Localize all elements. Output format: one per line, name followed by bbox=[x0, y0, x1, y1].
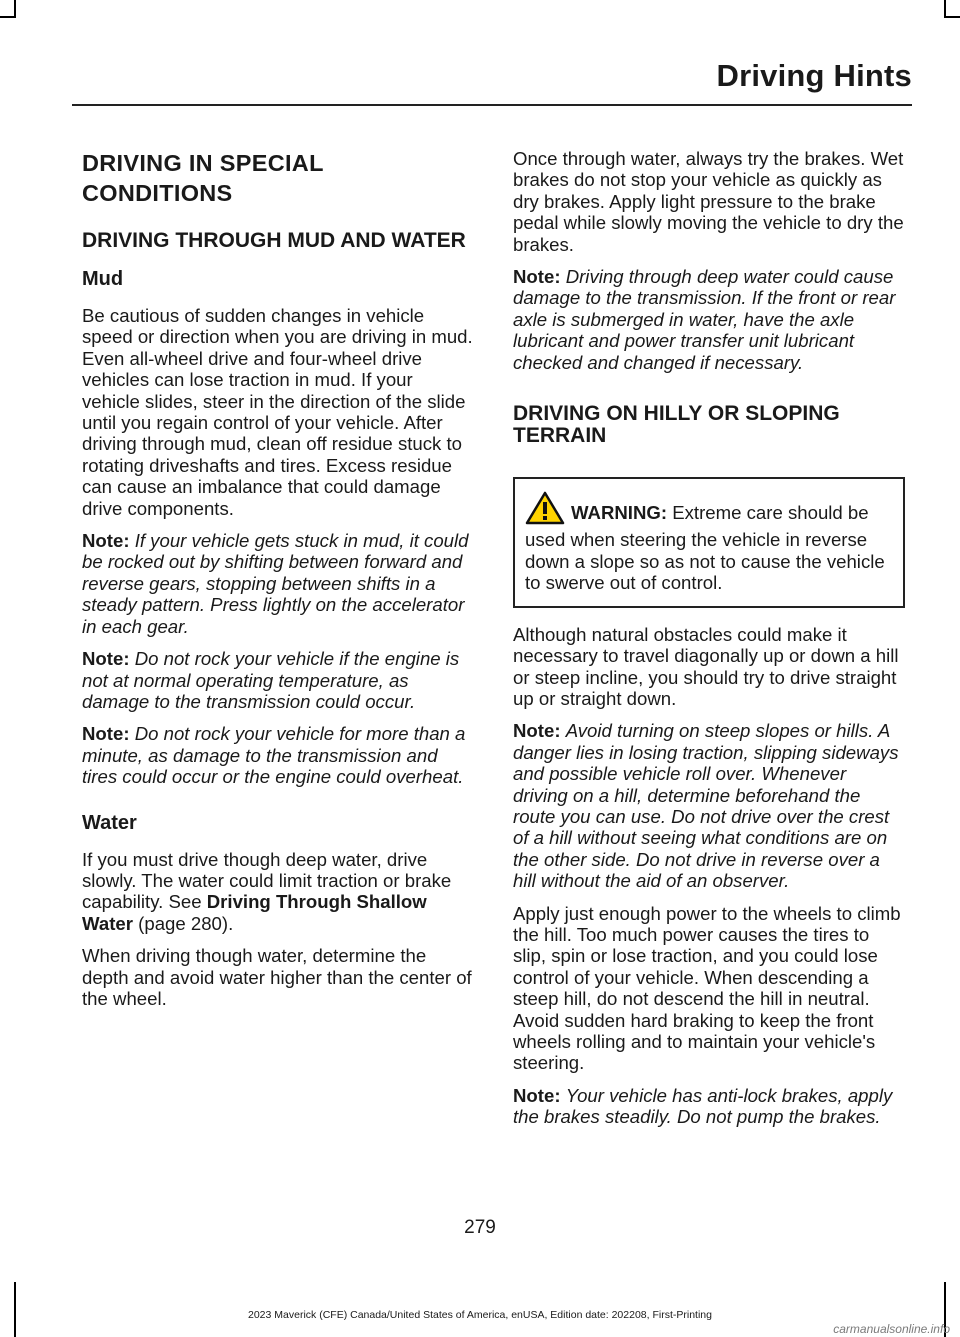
mud-paragraph: Be cautious of sudden changes in vehicle speed or direction when you are driving in mud. Even all-wheel drive and four-wheel drive vehicles can lose traction in mud. If your vehicle slides, steer in the direction of the slide until you regain control of your vehicle. After driving through mud, clean off residue stuck to rotating driveshafts and tires. Excess residue can cause an imbalance that could damage drive components. bbox=[82, 305, 473, 519]
warning-text: Extreme care should be used when steering the vehicle in reverse down a slope so as not to cause the vehicle to swerve out of control. bbox=[525, 502, 885, 594]
note-steep-slopes: Note: Avoid turning on steep slopes or hills. A danger lies in losing traction, slipping sideways and possible vehicle roll over. Whenever driving on a hill, determine beforehand the route you can use. Do not drive over the crest of a hill without seeing what conditions are on the other side. Do not drive in reverse over a hill without the aid of an observer. bbox=[513, 720, 899, 892]
note-deep-water: Note: Driving through deep water could cause damage to the transmission. If the front or rear axle is submerged in water, have the axle lubricant and power transfer unit lubricant checked and changed if necessary. bbox=[513, 266, 896, 373]
brakes-paragraph: Once through water, always try the brakes. Wet brakes do not stop your vehicle as quickly as dry brakes. Apply light pressure to the brake pedal while slowly moving the vehicle to dry the brakes. bbox=[513, 148, 904, 255]
edition-footer: 2023 Maverick (CFE) Canada/United States of America, enUSA, Edition date: 202208, First-Printing bbox=[248, 1309, 712, 1321]
subsection-heading-hilly-terrain: DRIVING ON HILLY OR SLOPING TERRAIN bbox=[513, 402, 840, 448]
cross-reference-link[interactable]: Driving Through Shallow Water bbox=[82, 891, 427, 934]
power-paragraph: Apply just enough power to the wheels to climb the hill. Too much power causes the tires to slip, spin or lose traction, and you could lose control of your vehicle. When descending a steep hill, do not descend the hill in neutral. Avoid sudden hard braking to keep the front wheels rolling and to maintain your vehicle's steering. bbox=[513, 902, 901, 1074]
note-anti-lock-brakes: Note: Your vehicle has anti-lock brakes, apply the brakes steadily. Do not pump the brakes. bbox=[513, 1084, 893, 1128]
subsection-heading-mud-water: DRIVING THROUGH MUD AND WATER bbox=[82, 229, 466, 252]
mud-heading: Mud bbox=[82, 268, 124, 290]
section-heading: DRIVING IN SPECIAL CONDITIONS bbox=[82, 150, 324, 206]
water-heading: Water bbox=[82, 811, 137, 834]
note-rocking-duration: Note: Do not rock your vehicle for more than a minute, as damage to the transmission and tires could occur or the engine could overheat. bbox=[82, 723, 466, 788]
header-divider bbox=[72, 104, 912, 106]
crop-mark bbox=[0, 16, 16, 18]
left-column bbox=[82, 148, 474, 1020]
water-paragraph: If you must drive though deep water, drive slowly. The water could limit traction or brake capability. See Driving Through Shallow Water (page 280). bbox=[82, 848, 452, 934]
crop-mark bbox=[944, 16, 960, 18]
warning-triangle-icon bbox=[525, 491, 565, 529]
page-number: 279 bbox=[464, 1217, 496, 1238]
right-column bbox=[513, 148, 905, 1139]
diagonal-travel-paragraph: Although natural obstacles could make it necessary to travel diagonally up or down a hill or steep incline, you should try to drive straight up or straight down. bbox=[513, 623, 899, 709]
warning-box bbox=[513, 477, 905, 608]
note-stuck-in-mud: Note: If your vehicle gets stuck in mud, it could be rocked out by shifting between forward and reverse gears, stopping between shifts in a steady pattern. Press lightly on the accelerator in each gear. bbox=[82, 530, 469, 637]
watermark: carmanualsonline.info bbox=[833, 1322, 950, 1336]
page-title: Driving Hints bbox=[716, 58, 912, 93]
warning-label: WARNING: bbox=[571, 502, 668, 524]
water-depth-paragraph: When driving though water, determine the depth and avoid water higher than the center of the wheel. bbox=[82, 945, 472, 1009]
note-engine-temperature: Note: Do not rock your vehicle if the engine is not at normal operating temperature, as damage to the transmission could occur. bbox=[82, 648, 460, 712]
